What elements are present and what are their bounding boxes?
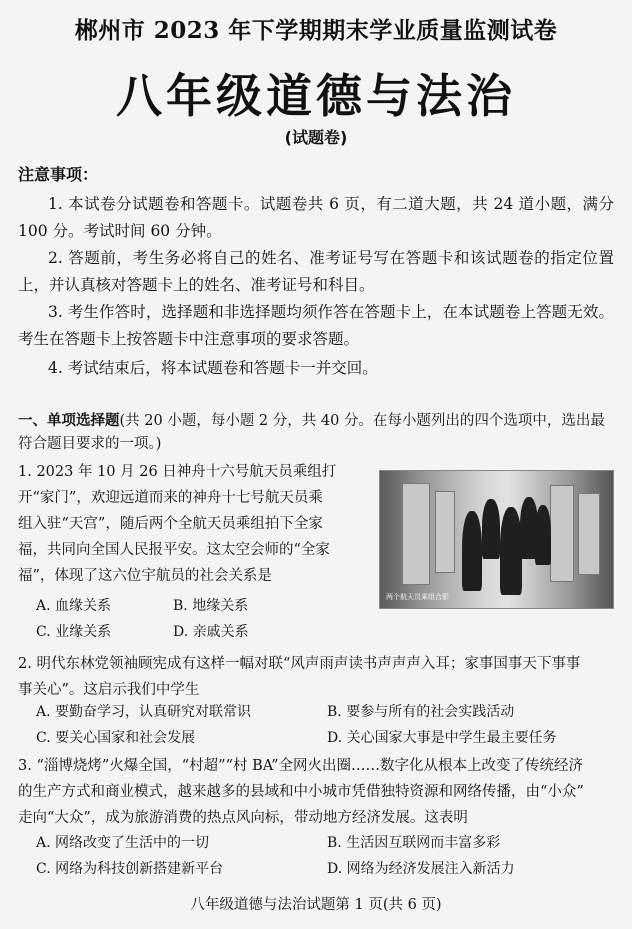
exam-title: 郴州市 2023 年下学期期末学业质量监测试卷 bbox=[74, 17, 558, 44]
question-3-line-2: 的生产方式和商业模式，越来越多的县域和中小城市凭借独特资源和网络传播，由“小众” bbox=[18, 784, 584, 800]
section-1-desc: (共 20 小题，每小题 2 分，共 40 分。在每小题列出的四个选项中，选出最符合题目要求的一项。) bbox=[18, 413, 605, 452]
section-1-title: 一、单项选择题 bbox=[18, 413, 120, 429]
notice-heading: 注意事项： bbox=[18, 165, 99, 184]
astronaut-group-photo bbox=[379, 470, 614, 609]
notice-item-4: 4. 考试结束后，将本试题卷和答题卡一并交回。 bbox=[48, 359, 378, 377]
question-2-line-2: 事关心”。这启示我们中学生 bbox=[18, 682, 200, 698]
question-3-option-c: C. 网络为科技创新搭建新平台 bbox=[36, 861, 224, 877]
notice-item-1: 1. 本试卷分试题卷和答题卡。试题卷共 6 页，有二道大题，共 24 道小题，满分 100 分。考试时间 60 分钟。 bbox=[18, 195, 614, 240]
question-1-option-d: D. 亲戚关系 bbox=[173, 624, 249, 640]
question-1-line-5: 福”，体现了这六位宇航员的社会关系是 bbox=[18, 568, 272, 584]
question-2-option-c: C. 要关心国家和社会发展 bbox=[36, 730, 196, 746]
question-2-option-b: B. 要参与所有的社会实践活动 bbox=[327, 704, 515, 720]
notice-item-2: 2. 答题前，考生务必将自己的姓名、准考证号写在答题卡和该试题卷的指定位置上，并认真核对答题卡上的姓名、准考证号和科目。 bbox=[18, 249, 614, 294]
question-1-line-3: 组入驻“天宫”，随后两个全航天员乘组拍下全家 bbox=[18, 516, 323, 532]
question-1-option-c: C. 业缘关系 bbox=[36, 624, 112, 640]
section-1-header bbox=[18, 410, 614, 456]
question-3-option-b: B. 生活因互联网而丰富多彩 bbox=[327, 835, 501, 851]
photo-caption: 两个航天员乘组合影 bbox=[386, 593, 449, 601]
question-2-option-d: D. 关心国家大事是中学生最主要任务 bbox=[327, 730, 557, 746]
question-3-line-3: 走向“大众”，成为旅游消费的热点风向标，带动地方经济发展。这表明 bbox=[18, 810, 468, 826]
question-2-option-a: A. 要勤奋学习，认真研究对联常识 bbox=[36, 704, 252, 720]
question-3-line-1: 3. “淄博烧烤”火爆全国，“村超”“村 BA”全网火出圈……数字化从根本上改变了传统经济 bbox=[18, 758, 584, 774]
paper-type: (试题卷) bbox=[284, 128, 348, 147]
question-2-line-1: 2. 明代东林党领袖顾宪成有这样一幅对联“风声雨声读书声声声入耳；家事国事天下事事 bbox=[18, 656, 581, 672]
subject-title: 八年级道德与法治 bbox=[116, 69, 516, 123]
question-1-option-b: B. 地缘关系 bbox=[173, 598, 249, 614]
question-3-option-d: D. 网络为经济发展注入新活力 bbox=[327, 861, 515, 877]
question-1-line-4: 福，共同向全国人民报平安。这太空会师的“全家 bbox=[18, 542, 330, 558]
question-3-option-a: A. 网络改变了生活中的一切 bbox=[36, 835, 210, 851]
question-1-line-1: 1. 2023 年 10 月 26 日神舟十六号航天员乘组打 bbox=[18, 464, 337, 480]
question-1-option-a: A. 血缘关系 bbox=[36, 598, 112, 614]
notice-item-3: 3. 考生作答时，选择题和非选择题均须作答在答题卡上，在本试题卷上答题无效。考生在答题卡上按答题卡中注意事项的要求答题。 bbox=[18, 303, 614, 348]
page-footer: 八年级道德与法治试题第 1 页(共 6 页) bbox=[190, 897, 442, 913]
question-1-line-2: 开“家门”，欢迎远道而来的神舟十七号航天员乘 bbox=[18, 490, 323, 506]
